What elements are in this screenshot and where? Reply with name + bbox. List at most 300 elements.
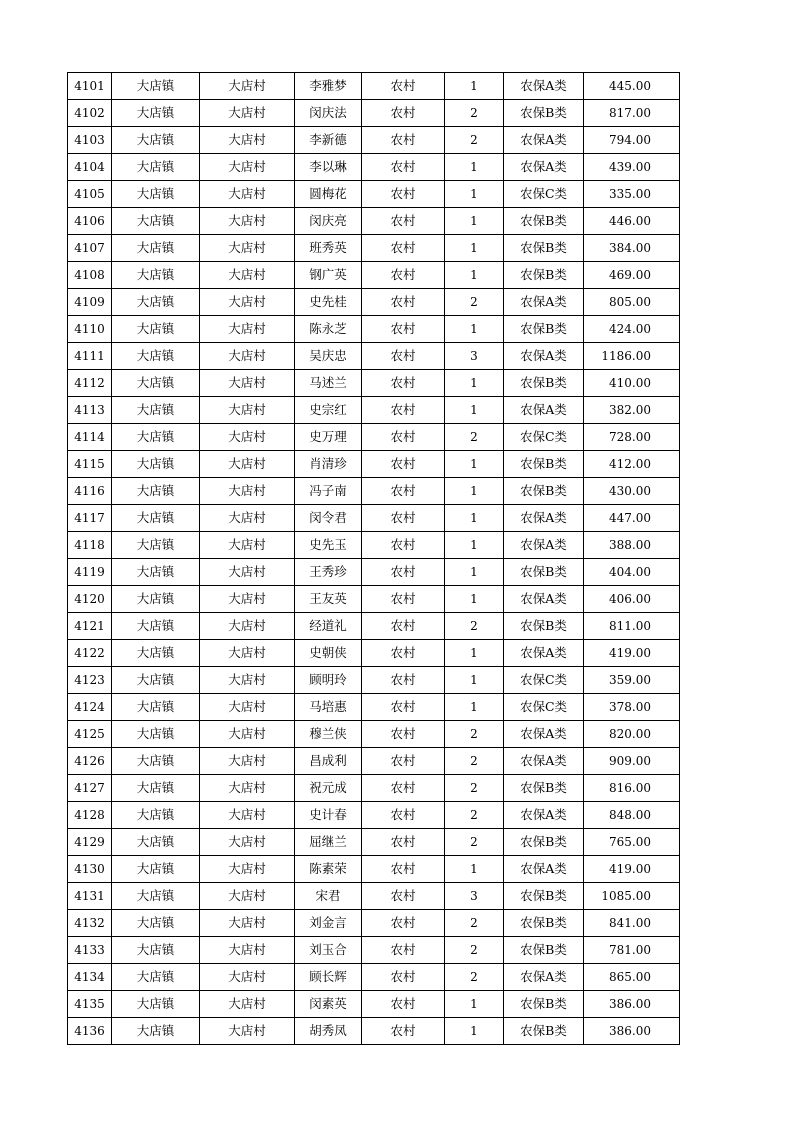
amount-cell: 445.00 — [584, 73, 680, 100]
name-cell: 刘玉合 — [295, 937, 362, 964]
village-cell: 大店村 — [200, 316, 295, 343]
area-type-cell: 农村 — [362, 910, 445, 937]
amount-cell: 404.00 — [584, 559, 680, 586]
row-number-cell: 4109 — [68, 289, 112, 316]
household-size-cell: 1 — [445, 451, 504, 478]
household-size-cell: 2 — [445, 910, 504, 937]
amount-cell: 817.00 — [584, 100, 680, 127]
table-row — [68, 208, 680, 235]
village-cell: 大店村 — [200, 73, 295, 100]
town-cell: 大店镇 — [112, 451, 200, 478]
town-cell: 大店镇 — [112, 289, 200, 316]
row-number-cell: 4118 — [68, 532, 112, 559]
area-type-cell: 农村 — [362, 1018, 445, 1045]
household-size-cell: 1 — [445, 370, 504, 397]
town-cell: 大店镇 — [112, 586, 200, 613]
village-cell: 大店村 — [200, 424, 295, 451]
amount-cell: 816.00 — [584, 775, 680, 802]
category-cell: 农保B类 — [504, 613, 584, 640]
name-cell: 屈继兰 — [295, 829, 362, 856]
household-size-cell: 1 — [445, 1018, 504, 1045]
category-cell: 农保C类 — [504, 694, 584, 721]
town-cell: 大店镇 — [112, 532, 200, 559]
name-cell: 顾长辉 — [295, 964, 362, 991]
area-type-cell: 农村 — [362, 235, 445, 262]
area-type-cell: 农村 — [362, 289, 445, 316]
village-cell: 大店村 — [200, 667, 295, 694]
table-row — [68, 721, 680, 748]
table-row — [68, 478, 680, 505]
household-size-cell: 1 — [445, 397, 504, 424]
household-size-cell: 3 — [445, 883, 504, 910]
row-number-cell: 4131 — [68, 883, 112, 910]
amount-cell: 359.00 — [584, 667, 680, 694]
village-cell: 大店村 — [200, 883, 295, 910]
row-number-cell: 4113 — [68, 397, 112, 424]
name-cell: 史计春 — [295, 802, 362, 829]
town-cell: 大店镇 — [112, 883, 200, 910]
town-cell: 大店镇 — [112, 1018, 200, 1045]
category-cell: 农保B类 — [504, 208, 584, 235]
row-number-cell: 4105 — [68, 181, 112, 208]
category-cell: 农保B类 — [504, 262, 584, 289]
area-type-cell: 农村 — [362, 505, 445, 532]
village-cell: 大店村 — [200, 613, 295, 640]
household-size-cell: 2 — [445, 748, 504, 775]
town-cell: 大店镇 — [112, 370, 200, 397]
town-cell: 大店镇 — [112, 505, 200, 532]
category-cell: 农保A类 — [504, 532, 584, 559]
row-number-cell: 4115 — [68, 451, 112, 478]
town-cell: 大店镇 — [112, 856, 200, 883]
village-cell: 大店村 — [200, 370, 295, 397]
household-size-cell: 2 — [445, 964, 504, 991]
table-row — [68, 937, 680, 964]
table-row — [68, 586, 680, 613]
area-type-cell: 农村 — [362, 775, 445, 802]
area-type-cell: 农村 — [362, 343, 445, 370]
category-cell: 农保A类 — [504, 856, 584, 883]
household-size-cell: 2 — [445, 424, 504, 451]
household-size-cell: 1 — [445, 694, 504, 721]
row-number-cell: 4136 — [68, 1018, 112, 1045]
area-type-cell: 农村 — [362, 964, 445, 991]
village-cell: 大店村 — [200, 235, 295, 262]
area-type-cell: 农村 — [362, 667, 445, 694]
amount-cell: 406.00 — [584, 586, 680, 613]
table-row — [68, 505, 680, 532]
area-type-cell: 农村 — [362, 154, 445, 181]
table-row — [68, 235, 680, 262]
amount-cell: 410.00 — [584, 370, 680, 397]
row-number-cell: 4106 — [68, 208, 112, 235]
household-size-cell: 1 — [445, 667, 504, 694]
town-cell: 大店镇 — [112, 181, 200, 208]
area-type-cell: 农村 — [362, 721, 445, 748]
category-cell: 农保B类 — [504, 451, 584, 478]
household-size-cell: 1 — [445, 262, 504, 289]
area-type-cell: 农村 — [362, 478, 445, 505]
area-type-cell: 农村 — [362, 640, 445, 667]
row-number-cell: 4102 — [68, 100, 112, 127]
area-type-cell: 农村 — [362, 181, 445, 208]
village-cell: 大店村 — [200, 289, 295, 316]
name-cell: 马培惠 — [295, 694, 362, 721]
table-row — [68, 289, 680, 316]
table-row — [68, 397, 680, 424]
village-cell: 大店村 — [200, 748, 295, 775]
table-row — [68, 100, 680, 127]
category-cell: 农保B类 — [504, 1018, 584, 1045]
amount-cell: 794.00 — [584, 127, 680, 154]
name-cell: 昌成利 — [295, 748, 362, 775]
table-row — [68, 451, 680, 478]
amount-cell: 781.00 — [584, 937, 680, 964]
table-row — [68, 856, 680, 883]
category-cell: 农保A类 — [504, 343, 584, 370]
amount-cell: 811.00 — [584, 613, 680, 640]
village-cell: 大店村 — [200, 451, 295, 478]
town-cell: 大店镇 — [112, 748, 200, 775]
name-cell: 闵庆法 — [295, 100, 362, 127]
name-cell: 宋君 — [295, 883, 362, 910]
table-row — [68, 694, 680, 721]
name-cell: 闵庆亮 — [295, 208, 362, 235]
town-cell: 大店镇 — [112, 262, 200, 289]
name-cell: 经道礼 — [295, 613, 362, 640]
row-number-cell: 4123 — [68, 667, 112, 694]
town-cell: 大店镇 — [112, 910, 200, 937]
row-number-cell: 4119 — [68, 559, 112, 586]
table-row — [68, 829, 680, 856]
household-size-cell: 1 — [445, 586, 504, 613]
name-cell: 史宗红 — [295, 397, 362, 424]
amount-cell: 424.00 — [584, 316, 680, 343]
table-row — [68, 1018, 680, 1045]
village-cell: 大店村 — [200, 586, 295, 613]
area-type-cell: 农村 — [362, 991, 445, 1018]
area-type-cell: 农村 — [362, 829, 445, 856]
table-row — [68, 964, 680, 991]
household-size-cell: 2 — [445, 937, 504, 964]
village-cell: 大店村 — [200, 937, 295, 964]
village-cell: 大店村 — [200, 1018, 295, 1045]
amount-cell: 765.00 — [584, 829, 680, 856]
amount-cell: 469.00 — [584, 262, 680, 289]
household-size-cell: 1 — [445, 316, 504, 343]
name-cell: 李雅梦 — [295, 73, 362, 100]
village-cell: 大店村 — [200, 100, 295, 127]
row-number-cell: 4130 — [68, 856, 112, 883]
name-cell: 陈永芝 — [295, 316, 362, 343]
row-number-cell: 4112 — [68, 370, 112, 397]
town-cell: 大店镇 — [112, 316, 200, 343]
area-type-cell: 农村 — [362, 73, 445, 100]
category-cell: 农保B类 — [504, 316, 584, 343]
amount-cell: 909.00 — [584, 748, 680, 775]
town-cell: 大店镇 — [112, 802, 200, 829]
table-row — [68, 991, 680, 1018]
town-cell: 大店镇 — [112, 964, 200, 991]
name-cell: 史先玉 — [295, 532, 362, 559]
category-cell: 农保A类 — [504, 289, 584, 316]
row-number-cell: 4126 — [68, 748, 112, 775]
amount-cell: 419.00 — [584, 640, 680, 667]
category-cell: 农保B类 — [504, 937, 584, 964]
row-number-cell: 4116 — [68, 478, 112, 505]
village-cell: 大店村 — [200, 721, 295, 748]
household-size-cell: 2 — [445, 721, 504, 748]
town-cell: 大店镇 — [112, 937, 200, 964]
row-number-cell: 4134 — [68, 964, 112, 991]
category-cell: 农保A类 — [504, 802, 584, 829]
household-size-cell: 3 — [445, 343, 504, 370]
village-cell: 大店村 — [200, 532, 295, 559]
category-cell: 农保A类 — [504, 586, 584, 613]
area-type-cell: 农村 — [362, 397, 445, 424]
village-cell: 大店村 — [200, 829, 295, 856]
name-cell: 班秀英 — [295, 235, 362, 262]
amount-cell: 728.00 — [584, 424, 680, 451]
area-type-cell: 农村 — [362, 451, 445, 478]
village-cell: 大店村 — [200, 694, 295, 721]
town-cell: 大店镇 — [112, 478, 200, 505]
table-row — [68, 667, 680, 694]
name-cell: 马述兰 — [295, 370, 362, 397]
amount-cell: 335.00 — [584, 181, 680, 208]
table-row — [68, 748, 680, 775]
household-size-cell: 2 — [445, 802, 504, 829]
town-cell: 大店镇 — [112, 775, 200, 802]
town-cell: 大店镇 — [112, 208, 200, 235]
row-number-cell: 4128 — [68, 802, 112, 829]
amount-cell: 1186.00 — [584, 343, 680, 370]
town-cell: 大店镇 — [112, 667, 200, 694]
household-size-cell: 2 — [445, 613, 504, 640]
category-cell: 农保C类 — [504, 424, 584, 451]
village-cell: 大店村 — [200, 559, 295, 586]
name-cell: 圆梅花 — [295, 181, 362, 208]
table-body — [68, 73, 680, 1045]
table-row — [68, 370, 680, 397]
amount-cell: 419.00 — [584, 856, 680, 883]
village-cell: 大店村 — [200, 397, 295, 424]
area-type-cell: 农村 — [362, 424, 445, 451]
amount-cell: 382.00 — [584, 397, 680, 424]
village-cell: 大店村 — [200, 802, 295, 829]
village-cell: 大店村 — [200, 910, 295, 937]
town-cell: 大店镇 — [112, 991, 200, 1018]
area-type-cell: 农村 — [362, 370, 445, 397]
name-cell: 王秀珍 — [295, 559, 362, 586]
table-row — [68, 910, 680, 937]
household-size-cell: 1 — [445, 478, 504, 505]
name-cell: 祝元成 — [295, 775, 362, 802]
town-cell: 大店镇 — [112, 343, 200, 370]
amount-cell: 386.00 — [584, 1018, 680, 1045]
household-size-cell: 1 — [445, 235, 504, 262]
name-cell: 吴庆忠 — [295, 343, 362, 370]
amount-cell: 805.00 — [584, 289, 680, 316]
household-size-cell: 2 — [445, 289, 504, 316]
household-size-cell: 1 — [445, 640, 504, 667]
table-row — [68, 127, 680, 154]
table-row — [68, 424, 680, 451]
household-size-cell: 1 — [445, 532, 504, 559]
row-number-cell: 4104 — [68, 154, 112, 181]
category-cell: 农保B类 — [504, 235, 584, 262]
name-cell: 李新德 — [295, 127, 362, 154]
town-cell: 大店镇 — [112, 235, 200, 262]
amount-cell: 378.00 — [584, 694, 680, 721]
amount-cell: 430.00 — [584, 478, 680, 505]
village-cell: 大店村 — [200, 478, 295, 505]
table-row — [68, 802, 680, 829]
row-number-cell: 4108 — [68, 262, 112, 289]
area-type-cell: 农村 — [362, 100, 445, 127]
row-number-cell: 4117 — [68, 505, 112, 532]
name-cell: 闵令君 — [295, 505, 362, 532]
village-cell: 大店村 — [200, 127, 295, 154]
table-row — [68, 343, 680, 370]
table-row — [68, 613, 680, 640]
household-size-cell: 2 — [445, 100, 504, 127]
category-cell: 农保B类 — [504, 559, 584, 586]
category-cell: 农保C类 — [504, 181, 584, 208]
village-cell: 大店村 — [200, 964, 295, 991]
area-type-cell: 农村 — [362, 802, 445, 829]
table-row — [68, 73, 680, 100]
area-type-cell: 农村 — [362, 748, 445, 775]
village-cell: 大店村 — [200, 154, 295, 181]
village-cell: 大店村 — [200, 505, 295, 532]
name-cell: 史先桂 — [295, 289, 362, 316]
town-cell: 大店镇 — [112, 613, 200, 640]
category-cell: 农保B类 — [504, 829, 584, 856]
name-cell: 刘金言 — [295, 910, 362, 937]
name-cell: 史朝侠 — [295, 640, 362, 667]
town-cell: 大店镇 — [112, 694, 200, 721]
row-number-cell: 4101 — [68, 73, 112, 100]
village-cell: 大店村 — [200, 991, 295, 1018]
row-number-cell: 4120 — [68, 586, 112, 613]
village-cell: 大店村 — [200, 775, 295, 802]
name-cell: 王友英 — [295, 586, 362, 613]
table-row — [68, 640, 680, 667]
row-number-cell: 4121 — [68, 613, 112, 640]
name-cell: 陈素荣 — [295, 856, 362, 883]
table-row — [68, 532, 680, 559]
name-cell: 闵素英 — [295, 991, 362, 1018]
amount-cell: 412.00 — [584, 451, 680, 478]
row-number-cell: 4125 — [68, 721, 112, 748]
category-cell: 农保B类 — [504, 100, 584, 127]
amount-cell: 1085.00 — [584, 883, 680, 910]
name-cell: 钢广英 — [295, 262, 362, 289]
table-row — [68, 181, 680, 208]
area-type-cell: 农村 — [362, 937, 445, 964]
area-type-cell: 农村 — [362, 856, 445, 883]
area-type-cell: 农村 — [362, 262, 445, 289]
village-cell: 大店村 — [200, 343, 295, 370]
category-cell: 农保A类 — [504, 721, 584, 748]
table-row — [68, 775, 680, 802]
household-size-cell: 1 — [445, 856, 504, 883]
row-number-cell: 4111 — [68, 343, 112, 370]
table-row — [68, 262, 680, 289]
category-cell: 农保A类 — [504, 73, 584, 100]
row-number-cell: 4132 — [68, 910, 112, 937]
village-cell: 大店村 — [200, 262, 295, 289]
area-type-cell: 农村 — [362, 613, 445, 640]
town-cell: 大店镇 — [112, 154, 200, 181]
town-cell: 大店镇 — [112, 397, 200, 424]
row-number-cell: 4124 — [68, 694, 112, 721]
category-cell: 农保B类 — [504, 910, 584, 937]
area-type-cell: 农村 — [362, 694, 445, 721]
data-table — [67, 72, 680, 1045]
household-size-cell: 1 — [445, 991, 504, 1018]
table-row — [68, 883, 680, 910]
category-cell: 农保B类 — [504, 478, 584, 505]
household-size-cell: 2 — [445, 775, 504, 802]
household-size-cell: 2 — [445, 127, 504, 154]
town-cell: 大店镇 — [112, 559, 200, 586]
category-cell: 农保B类 — [504, 991, 584, 1018]
town-cell: 大店镇 — [112, 640, 200, 667]
category-cell: 农保A类 — [504, 127, 584, 154]
category-cell: 农保A类 — [504, 397, 584, 424]
category-cell: 农保B类 — [504, 883, 584, 910]
household-size-cell: 1 — [445, 181, 504, 208]
area-type-cell: 农村 — [362, 586, 445, 613]
row-number-cell: 4135 — [68, 991, 112, 1018]
amount-cell: 439.00 — [584, 154, 680, 181]
row-number-cell: 4129 — [68, 829, 112, 856]
area-type-cell: 农村 — [362, 883, 445, 910]
household-size-cell: 1 — [445, 208, 504, 235]
amount-cell: 820.00 — [584, 721, 680, 748]
name-cell: 冯子南 — [295, 478, 362, 505]
town-cell: 大店镇 — [112, 100, 200, 127]
category-cell: 农保A类 — [504, 748, 584, 775]
amount-cell: 446.00 — [584, 208, 680, 235]
category-cell: 农保A类 — [504, 964, 584, 991]
row-number-cell: 4127 — [68, 775, 112, 802]
town-cell: 大店镇 — [112, 829, 200, 856]
table-row — [68, 316, 680, 343]
area-type-cell: 农村 — [362, 208, 445, 235]
amount-cell: 848.00 — [584, 802, 680, 829]
name-cell: 肖清珍 — [295, 451, 362, 478]
area-type-cell: 农村 — [362, 316, 445, 343]
category-cell: 农保A类 — [504, 154, 584, 181]
amount-cell: 388.00 — [584, 532, 680, 559]
category-cell: 农保C类 — [504, 667, 584, 694]
village-cell: 大店村 — [200, 640, 295, 667]
village-cell: 大店村 — [200, 181, 295, 208]
household-size-cell: 2 — [445, 829, 504, 856]
household-size-cell: 1 — [445, 559, 504, 586]
area-type-cell: 农村 — [362, 127, 445, 154]
town-cell: 大店镇 — [112, 73, 200, 100]
town-cell: 大店镇 — [112, 127, 200, 154]
village-cell: 大店村 — [200, 856, 295, 883]
name-cell: 穆兰侠 — [295, 721, 362, 748]
area-type-cell: 农村 — [362, 559, 445, 586]
amount-cell: 386.00 — [584, 991, 680, 1018]
area-type-cell: 农村 — [362, 532, 445, 559]
